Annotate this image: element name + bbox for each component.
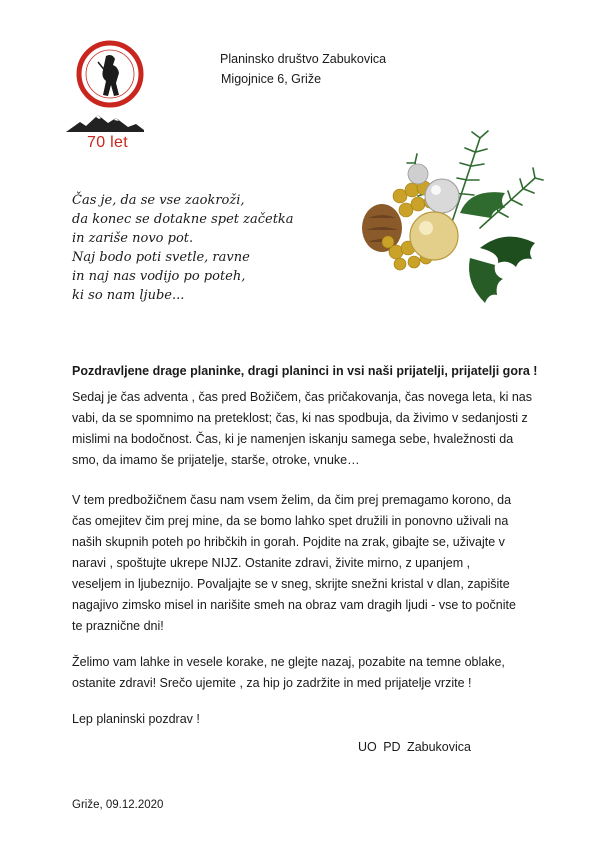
paragraph-advent: [72, 387, 542, 471]
poem-line: da konec se dotakne spet začetka: [72, 212, 294, 227]
paragraph-line: ostanite zdravi! Srečo ujemite , za hip jo zadržite in med prijatelje vrzite !: [72, 676, 472, 690]
club-logo-emblem: [76, 40, 144, 108]
poem-line: Naj bodo poti svetle, ravne: [72, 250, 250, 265]
organization-name: Planinsko društvo Zabukovica: [220, 52, 387, 66]
paragraph-line: naravi , spoštujte ukrepe NIJZ. Ostanite zdravi, živite mirno, z upanjem ,: [72, 556, 471, 570]
paragraph-line: vabi, da se spomnimo na preteklost; čas, ki nas spodbuja, da živimo v sedanjosti z: [72, 411, 528, 425]
poem-line: in naj nas vodijo po poteh,: [72, 269, 246, 284]
anniversary-label: 70 let: [87, 134, 128, 151]
christmas-ornament-decoration: [330, 118, 560, 313]
poem: [72, 191, 372, 305]
closing-line: Lep planinski pozdrav !: [72, 712, 200, 726]
paragraph-line: Želimo vam lahke in vesele korake, ne glejte nazaj, pozabite na temne oblake,: [72, 655, 505, 669]
paragraph-line: V tem predbožičnem času nam vsem želim, da čim prej premagamo korono, da: [72, 493, 512, 507]
signature: UO PD Zabukovica: [358, 740, 471, 754]
paragraph-line: nagajivo zimsko misel in narišite smeh na obraz vam dragih ljudi - vse to počnite: [72, 598, 516, 612]
paragraph-line: čas omejitev čim prej mine, da se bomo lahko spet družili in ponovno uživali na: [72, 514, 509, 528]
paragraph-line: Sedaj je čas adventa , čas pred Božičem, čas pričakovanja, čas novega leta, ki nas: [72, 390, 532, 404]
paragraph-line: mislimi na bodočnost. Čas, ki je namenjen iskanju samega sebe, hvaležnosti da: [72, 432, 514, 446]
paragraph-line: smo, da imamo še prijatelje, starše, otroke, vnuke…: [72, 453, 360, 467]
poem-line: in zariše novo pot.: [72, 231, 194, 246]
organization-address: Migojnice 6, Griže: [221, 72, 322, 86]
paragraph-line: naših skupnih poteh po hribčkih in gorah. Pojdite na zrak, gibajte se, uživajte v: [72, 535, 505, 549]
mountains-icon: [66, 112, 144, 134]
greeting-heading: Pozdravljene drage planinke, dragi planinci in vsi naši prijatelji, prijatelji gora !: [72, 364, 538, 378]
paragraph-line: te praznične dni!: [72, 619, 164, 633]
paragraph-wishes: [72, 490, 542, 637]
paragraph-closing-wishes: [72, 652, 542, 694]
poem-line: Čas je, da se vse zaokroži,: [72, 193, 245, 208]
paragraph-line: veseljem in ljubeznijo. Povaljajte se v sneg, skrijte snežni kristal v dlan, zapišite: [72, 577, 510, 591]
poem-line: ki so nam ljube...: [72, 288, 185, 303]
date-line: Griže, 09.12.2020: [72, 799, 164, 811]
